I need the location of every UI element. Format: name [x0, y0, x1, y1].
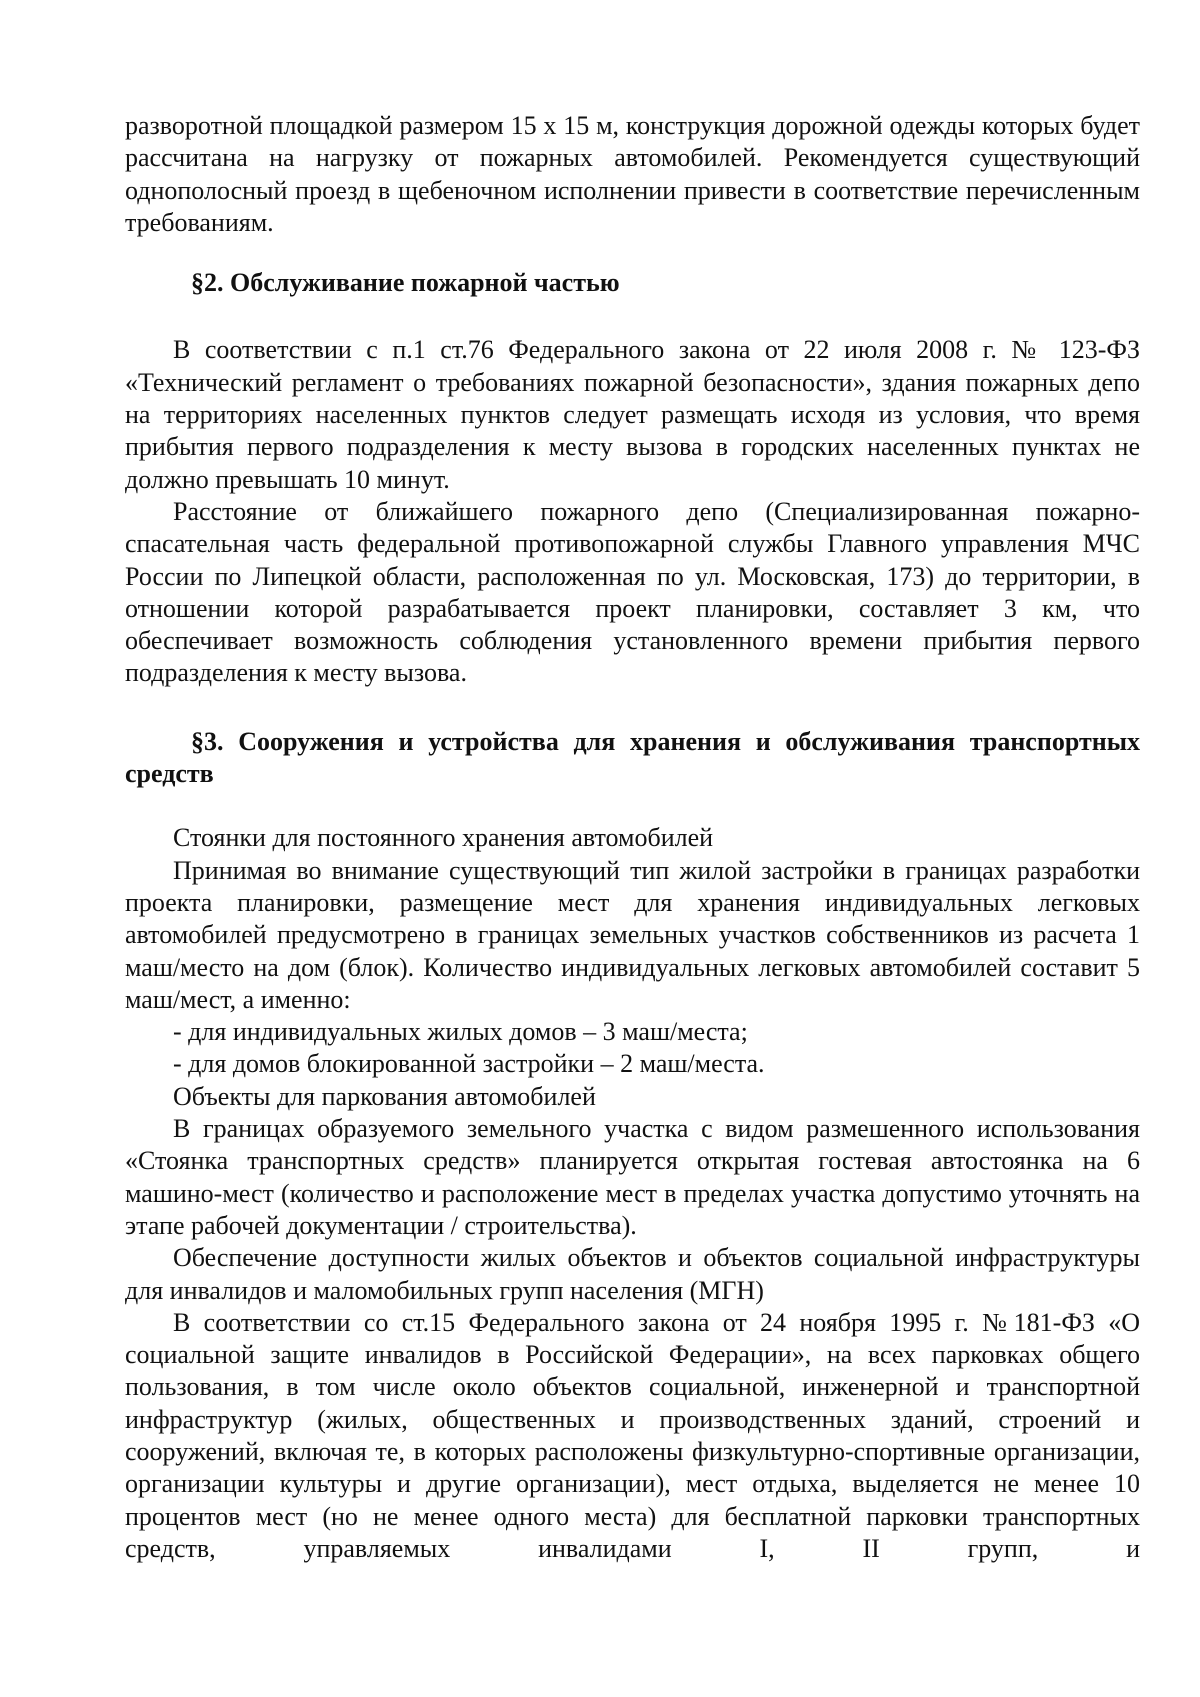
- paragraph-permanent-parking-heading: Стоянки для постоянного хранения автомобилей: [173, 823, 714, 853]
- section-2-title: §2. Обслуживание пожарной частью: [191, 268, 620, 298]
- list-item-blocked-houses: - для домов блокированной застройки – 2 маш/места.: [173, 1049, 765, 1079]
- paragraph-permanent-parking: Принимая во внимание существующий тип жилой застройки в границах разработки проекта планировки, размещение мест для хранения индивидуальных легковых автомобилей предусмотрено в границах земельных участков собственников из расчета 1 маш/место на дом (блок). Количество индивидуальных легковых автомобилей составит 5 маш/мест, а именно:: [125, 855, 1140, 1014]
- paragraph-fire-depot-law: В соответствии с п.1 ст.76 Федерального закона от 22 июля 2008 г. № 123-ФЗ «Технический регламент о требованиях пожарной безопасности», здания пожарных депо на территориях населенных пунктов следует размещать исходя из условия, что время прибытия первого подразделения к месту вызова в городских населенных пунктах не должно превышать 10 минут.: [125, 335, 1140, 494]
- paragraph-parking-objects-heading: Объекты для паркования автомобилей: [173, 1081, 596, 1111]
- document-page: [125, 110, 1140, 1565]
- paragraph-guest-parking: В границах образуемого земельного участка с видом размешенного использования «Стоянка транспортных средств» планируется открытая гостевая автостоянка на 6 машино-мест (количество и расположение мест в пределах участка допустимо уточнять на этапе рабочей документации / строительства).: [125, 1114, 1140, 1240]
- paragraph-fire-depot-distance: Расстояние от ближайшего пожарного депо (Специализированная пожарно-спасательная часть федеральной противопожарной службы Главного управления МЧС России по Липецкой области, расположенная по ул. Московская, 173) до территории, в отношении которой разрабатывается проект планировки, составляет 3 км, что обеспечивает возможность соблюдения установленного времени прибытия первого подразделения к месту вызова.: [125, 496, 1140, 688]
- paragraph-disabled-parking-law: В соответствии со ст.15 Федерального закона от 24 ноября 1995 г. №181-ФЗ «О социальной защите инвалидов в Российской Федерации», на всех парковках общего пользования, в том числе около объектов социальной, инженерной и транспортной инфраструктур (жилых, общественных и производственных зданий, строений и сооружений, включая те, в которых расположены физкультурно-спортивные организации, организации культуры и другие организации), мест отдыха, выделяется не менее 10 процентов мест (но не менее одного места) для бесплатной парковки транспортных средств, управляемых инвалидами I, II групп, и: [125, 1307, 1140, 1563]
- paragraph-turnaround: разворотной площадкой размером 15 х 15 м, конструкция дорожной одежды которых будет рассчитана на нагрузку от пожарных автомобилей. Рекомендуется существующий однополосный проезд в щебеночном исполнении привести в соответствие перечисленным требованиям.: [125, 111, 1140, 237]
- section-3-title: §3. Сооружения и устройства для хранения и обслуживания транспортных средств: [125, 726, 1140, 789]
- list-item-individual-houses: - для индивидуальных жилых домов – 3 маш/места;: [173, 1017, 748, 1047]
- paragraph-accessibility-heading: Обеспечение доступности жилых объектов и объектов социальной инфраструктуры для инвалидов и маломобильных групп населения (МГН): [125, 1243, 1140, 1305]
